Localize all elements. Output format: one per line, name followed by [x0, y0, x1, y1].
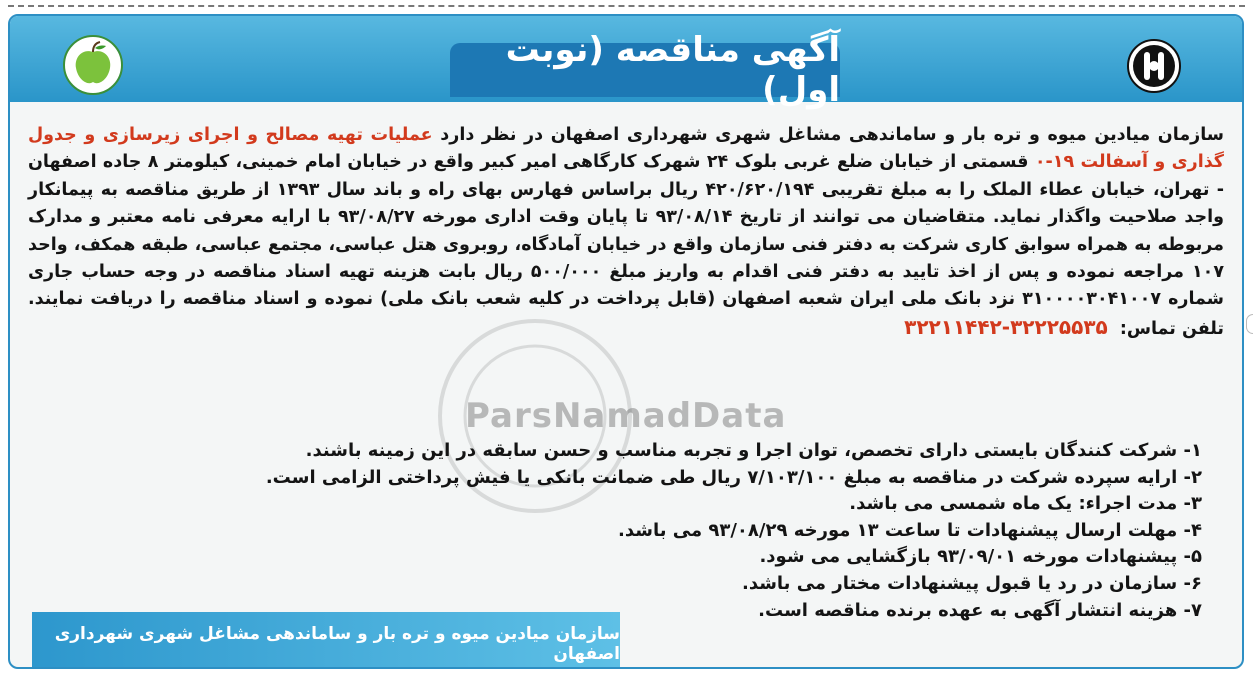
- page-title: آگهی مناقصه (نوبت اول): [505, 30, 840, 110]
- notice-intro: سازمان میادین میوه و تره بار و ساماندهی مشاغل شهری شهرداری اصفهان در نظر دارد: [440, 125, 1225, 145]
- contact-phones: ۳۲۲۲۵۵۳۵-۳۲۲۱۱۴۴۲: [904, 314, 1108, 339]
- header-band: [10, 16, 1242, 110]
- apple-logo-icon: [62, 34, 124, 96]
- list-item: ۶- سازمان در رد یا قبول پیشنهادات مختار می باشد.: [741, 572, 1202, 594]
- page-edge-mark: [1246, 314, 1253, 334]
- footer-banner: [32, 612, 620, 669]
- list-item: ۲- ارایه سپرده شرکت در مناقصه به مبلغ ۷/۱۰۳/۱۰۰ ریال طی ضمانت بانکی یا فیش پرداختی الزامی است.: [265, 466, 1202, 488]
- notice-body: قسمتی از خیابان ضلع غربی بلوک ۲۴ شهرک کارگاهی امیر کبیر واقع در خیابان امام خمینی، کیلومتر ۸ جاده اصفهان - تهران، خیابان عطاء الملک را به مبلغ تقریبی ۴۲۰/۶۲۰/۱۹۴ ریال براساس فهارس بهای راه و باند سال ۱۳۹۳ از طریق مناقصه به پیمانکار واجد صلاحیت واگذار نماید. متقاضیان می توانند از تاریخ ۹۳/۰۸/۱۴ تا پایان وقت اداری مورخه ۹۳/۰۸/۲۷ با ارایه معرفی نامه معتبر و مدارک مربوطه به همراه سوابق کاری شرکت به دفتر فنی سازمان واقع در خیابان آمادگاه، روبروی هتل عباسی، مجتمع عباسی، طبقه همکف، واحد ۱۰۷ مراجعه نموده و پس از اخذ تایید به دفتر فنی اقدام به واریز مبلغ ۵۰۰/۰۰۰ ریال بابت هزینه تهیه اسناد مناقصه در وجه حساب جاری شماره ۳۱۰۰۰۰۳۰۴۱۰۰۷ نزد بانک ملی ایران شعبه اصفهان (قابل پرداخت در کلیه شعب بانک ملی) نموده و اسناد مناقصه را دریافت نمایند. تلفن تماس:: [28, 152, 1225, 339]
- notice-frame: [8, 14, 1244, 669]
- project-title: عملیات تهیه مصالح و اجرای زیرسازی و جدول گذاری و آسفالت ۱۹-۰: [28, 125, 1224, 173]
- conditions-list: [242, 438, 1202, 624]
- list-item: ۱- شرکت کنندگان بایستی دارای تخصص، توان اجرا و تجربه مناسب و حسن سابقه در این زمینه باشند.: [305, 440, 1202, 461]
- list-item: ۷- هزینه انتشار آگهی به عهده برنده مناقصه است.: [758, 599, 1202, 621]
- top-dashed-border: [8, 5, 1245, 7]
- list-item: ۴- مهلت ارسال پیشنهادات تا ساعت ۱۳ مورخه ۹۳/۰۸/۲۹ می باشد.: [618, 519, 1202, 541]
- list-item: ۵- پیشنهادات مورخه ۹۳/۰۹/۰۱ بازگشایی می شود.: [759, 546, 1202, 568]
- watermark-text: ParsNamadData: [465, 396, 787, 436]
- notice-paragraph: [28, 122, 1224, 343]
- list-item: ۳- مدت اجراء: یک ماه شمسی می باشد.: [849, 493, 1202, 515]
- isfahan-municipality-logo-icon: [1126, 38, 1182, 94]
- title-banner: [450, 30, 840, 110]
- footer-org-name: سازمان میادین میوه و تره بار و ساماندهی مشاغل شهری شهرداری اصفهان: [54, 624, 620, 664]
